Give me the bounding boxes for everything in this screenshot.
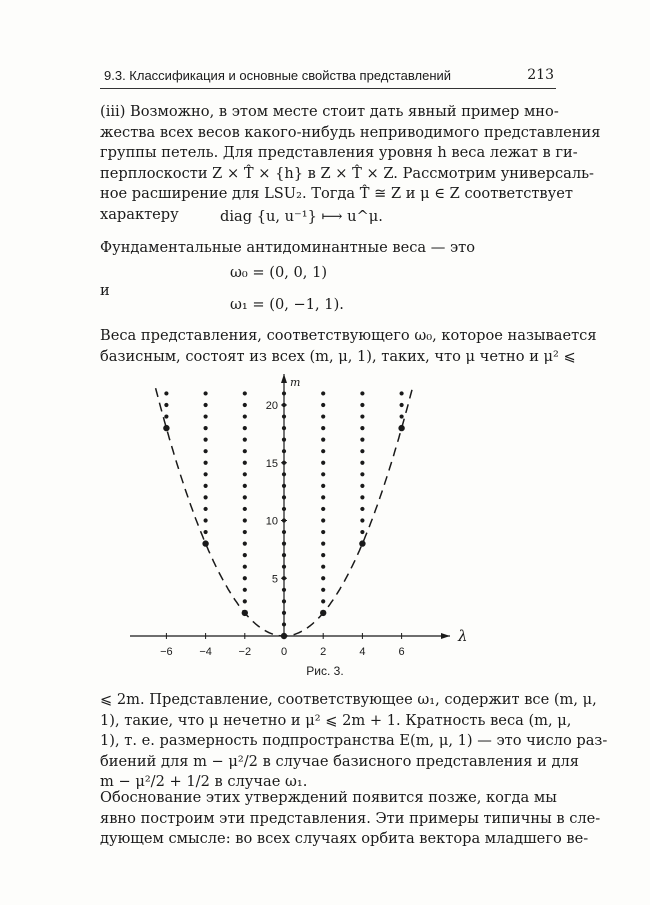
text-line: базисным, состоят из всех (m, μ, 1), таких, что μ четно и μ² ⩽ <box>100 347 576 365</box>
weight-point <box>243 553 247 557</box>
weight-point <box>282 449 286 453</box>
text-line: (iii) Возможно, в этом месте стоит дать явный пример мно- <box>100 103 559 120</box>
x-axis-label: λ <box>458 627 468 645</box>
y-tick-label: 15 <box>265 457 278 470</box>
weight-point <box>282 553 286 557</box>
x-tick-label: 4 <box>359 646 366 658</box>
text-line: биений для m − μ²/2 в случае базисного представления и для <box>100 752 579 770</box>
weight-point <box>243 426 247 430</box>
weight-point <box>164 403 168 407</box>
formula-omega0: ω₀ = (0, 0, 1) <box>230 264 328 281</box>
weight-point <box>243 588 247 592</box>
weight-point <box>282 588 286 592</box>
weight-point <box>282 438 286 442</box>
weight-point <box>360 472 364 476</box>
paragraph-basic <box>100 326 597 367</box>
weight-point <box>321 461 325 465</box>
x-tick-label: −4 <box>199 646 212 658</box>
weight-point <box>282 611 286 615</box>
weight-point <box>204 518 208 522</box>
text-line: ное расширение для LSU₂. Тогда T̂ ≅ Z и μ ∈ Z соответствует <box>100 185 573 202</box>
weight-point <box>164 391 168 395</box>
weight-point <box>321 472 325 476</box>
x-axis-arrow <box>441 633 450 639</box>
weight-point <box>204 414 208 418</box>
x-tick-label: 6 <box>398 646 405 658</box>
weight-point <box>243 518 247 522</box>
text-line: ⩽ 2m. Представление, соответствующее ω₁, содержит все (m, μ, <box>100 691 597 708</box>
weight-point <box>282 622 286 626</box>
weight-point <box>204 438 208 442</box>
text-line: жества всех весов какого-нибудь неприводимого представления <box>100 123 601 141</box>
text-line: Фундаментальные антидоминантные веса — это <box>100 239 475 256</box>
text-line: Обоснование этих утверждений появится позже, когда мы <box>100 789 557 806</box>
weight-point <box>321 542 325 546</box>
paragraph-weights <box>100 238 552 259</box>
weight-point <box>360 530 364 534</box>
weight-point <box>360 414 364 418</box>
weight-diagram <box>128 368 468 660</box>
formula-omega1: ω₁ = (0, −1, 1). <box>230 296 344 313</box>
y-tick-label: 20 <box>265 400 278 412</box>
weight-point <box>321 403 325 407</box>
header-section-title: 9.3. Классификация и основные свойства представлений <box>104 68 452 83</box>
weight-point <box>321 507 325 511</box>
text-line: явно построим эти представления. Эти примеры типичны в сле- <box>100 809 601 827</box>
text-line: 1), такие, что μ нечетно и μ² ⩽ 2m + 1. Кратность веса (m, μ, <box>100 711 572 729</box>
weight-point <box>282 495 286 499</box>
weight-point <box>321 565 325 569</box>
text-line: группы петель. Для представления уровня h веса лежат в ги- <box>100 144 578 161</box>
weight-point <box>204 484 208 488</box>
weight-point <box>321 588 325 592</box>
weight-point <box>243 542 247 546</box>
weight-point <box>321 391 325 395</box>
weight-point <box>282 484 286 488</box>
weight-point <box>321 530 325 534</box>
text-line: характеру <box>100 205 179 223</box>
weight-point <box>281 633 287 639</box>
weight-point <box>360 391 364 395</box>
weight-point <box>360 426 364 430</box>
y-tick-label: 5 <box>271 573 278 586</box>
weight-point <box>204 391 208 395</box>
weight-point <box>282 507 286 511</box>
weight-point <box>360 449 364 453</box>
weight-point <box>400 403 404 407</box>
weight-point <box>400 391 404 395</box>
weight-point <box>360 403 364 407</box>
weight-point <box>359 540 365 546</box>
weight-point <box>163 425 169 431</box>
weight-point <box>243 461 247 465</box>
weight-point <box>164 414 168 418</box>
weight-point <box>400 414 404 418</box>
text-line: дующем смысле: во всех случаях орбита вектора младшего ве- <box>100 830 589 847</box>
weight-point <box>202 540 208 546</box>
weight-point <box>321 414 325 418</box>
page-number: 213 <box>527 67 554 83</box>
weight-point <box>282 403 286 407</box>
weight-point <box>204 426 208 430</box>
weight-point <box>282 542 286 546</box>
running-header <box>104 66 554 88</box>
weight-point <box>204 507 208 511</box>
weight-point <box>243 472 247 476</box>
weight-point <box>243 495 247 499</box>
weight-point <box>204 461 208 465</box>
weight-point <box>360 507 364 511</box>
weight-point <box>321 553 325 557</box>
paragraph-justification <box>100 788 601 850</box>
weight-point <box>204 472 208 476</box>
weight-point <box>282 472 286 476</box>
weight-point <box>243 438 247 442</box>
weight-point <box>282 576 286 580</box>
weight-point <box>204 530 208 534</box>
weight-point <box>242 610 248 616</box>
weight-point <box>243 599 247 603</box>
weight-point <box>282 461 286 465</box>
weight-point <box>243 530 247 534</box>
y-axis-arrow <box>281 374 287 383</box>
figure-caption: Рис. 3. <box>306 664 344 678</box>
text-line: 1), т. е. размерность подпространства E(m, μ, 1) — это число раз- <box>100 732 608 749</box>
weight-point <box>321 518 325 522</box>
weight-point <box>243 576 247 580</box>
formula-character: diag {u, u⁻¹} ⟼ u^μ. <box>220 208 383 225</box>
y-tick-label: 10 <box>265 515 278 528</box>
weight-point <box>282 599 286 603</box>
weight-point <box>282 530 286 534</box>
text-line: Веса представления, соответствующего ω₀, которое называется <box>100 327 597 344</box>
weight-point <box>360 484 364 488</box>
x-tick-label: 2 <box>320 646 327 658</box>
weight-point <box>321 438 325 442</box>
weight-point <box>282 518 286 522</box>
weight-point <box>360 518 364 522</box>
weight-point <box>282 391 286 395</box>
weight-point <box>321 495 325 499</box>
weight-point <box>282 414 286 418</box>
header-rule <box>100 88 556 89</box>
x-tick-label: −2 <box>238 646 252 658</box>
weight-point <box>321 576 325 580</box>
weight-point <box>243 414 247 418</box>
y-axis-label: m <box>290 376 301 389</box>
weight-point <box>360 438 364 442</box>
weight-point <box>243 403 247 407</box>
weight-point <box>243 391 247 395</box>
weight-point <box>243 565 247 569</box>
weight-point <box>360 495 364 499</box>
x-tick-label: 0 <box>280 646 288 658</box>
weight-point <box>243 449 247 453</box>
paragraph-iii <box>100 102 601 225</box>
weight-point <box>204 403 208 407</box>
conjunction-and: и <box>100 282 110 299</box>
weight-point <box>321 484 325 488</box>
x-tick-label: −6 <box>160 646 173 658</box>
weight-point <box>282 426 286 430</box>
weight-point <box>204 449 208 453</box>
weight-point <box>321 599 325 603</box>
weight-point <box>243 507 247 511</box>
weight-point <box>282 565 286 569</box>
weight-point <box>243 484 247 488</box>
text-line: m − μ²/2 + 1/2 в случае ω₁. <box>100 773 308 790</box>
weight-point <box>204 495 208 499</box>
paragraph-omega1 <box>100 690 608 793</box>
weight-point <box>321 426 325 430</box>
weight-point <box>360 461 364 465</box>
text-line: перплоскости Z × T̂ × {h} в Z × T̂ × Z. Рассмотрим универсаль- <box>100 164 594 182</box>
weight-point <box>398 425 404 431</box>
weight-point <box>321 449 325 453</box>
weight-point <box>320 610 326 616</box>
